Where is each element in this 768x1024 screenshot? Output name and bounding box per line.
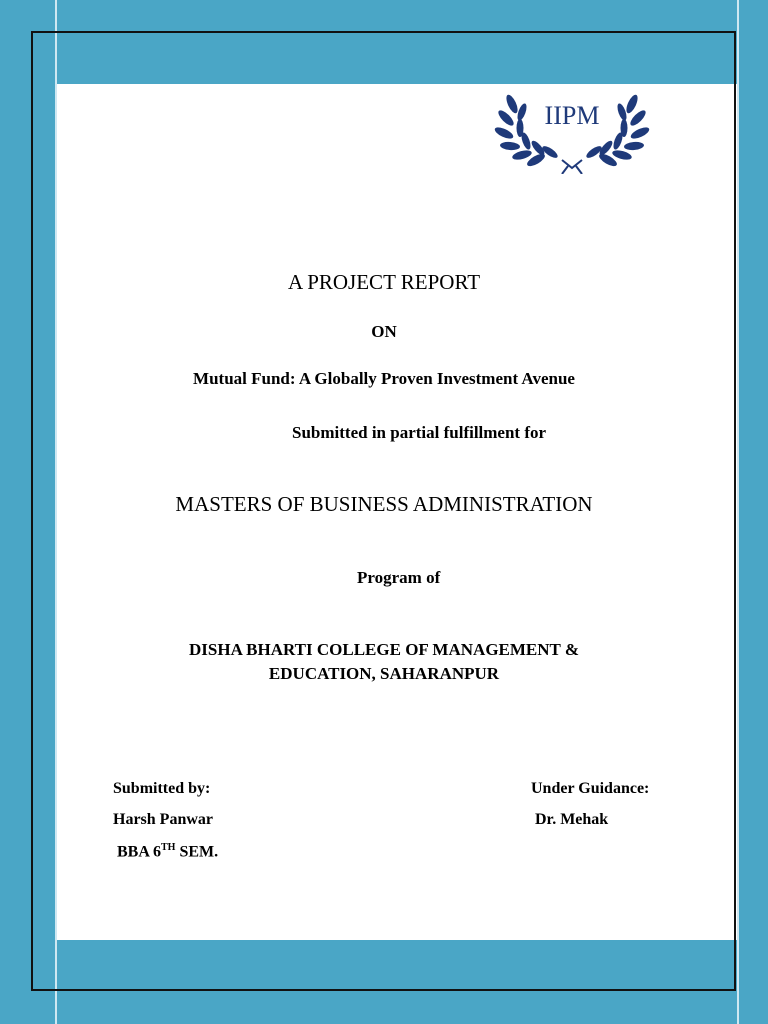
course-suffix: SEM. — [175, 843, 219, 861]
submitted-by-label: Submitted by: — [113, 780, 211, 797]
student-name: Harsh Panwar — [113, 811, 213, 828]
degree-title: MASTERS OF BUSINESS ADMINISTRATION — [175, 492, 593, 516]
logo-text: IIPM — [544, 101, 600, 130]
report-topic: Mutual Fund: A Globally Proven Investment Avenue — [193, 369, 575, 388]
report-title: A PROJECT REPORT — [287, 270, 481, 294]
laurel-wreath-icon — [492, 88, 652, 174]
course-superscript: TH — [161, 842, 176, 853]
iipm-logo — [492, 88, 652, 174]
college-name-line2: EDUCATION, SAHARANPUR — [268, 664, 500, 683]
guidance-label: Under Guidance: — [531, 780, 650, 797]
college-name-line1: DISHA BHARTI COLLEGE OF MANAGEMENT & — [189, 640, 579, 659]
program-of-text: Program of — [357, 568, 441, 587]
course-prefix: BBA 6 — [117, 843, 162, 861]
student-course — [117, 842, 218, 861]
on-label: ON — [371, 322, 397, 341]
guide-name: Dr. Mehak — [535, 811, 609, 828]
submitted-for-text: Submitted in partial fulfillment for — [292, 423, 547, 442]
